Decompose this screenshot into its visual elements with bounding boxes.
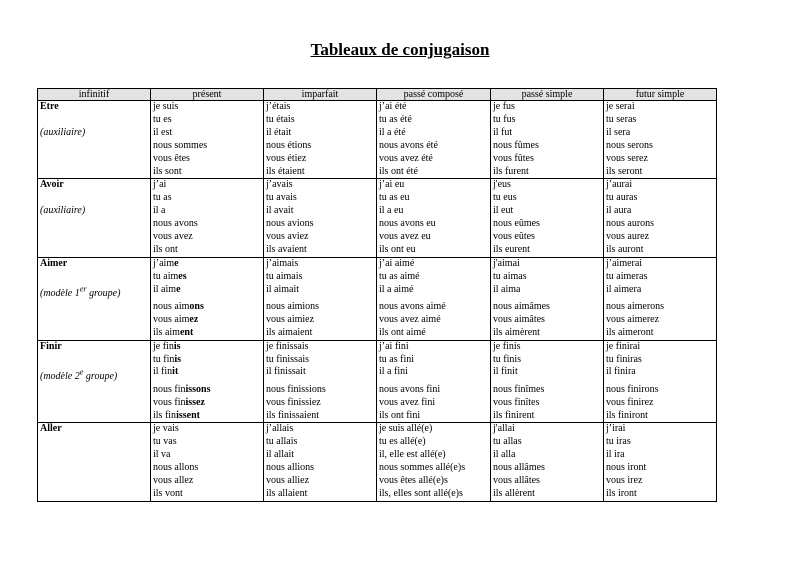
verb-ending: it — [172, 366, 179, 378]
conjugation-cell: j’étais — [264, 101, 377, 114]
conjugation-cell: il aimait — [264, 284, 377, 301]
conjugation-cell: ils avaient — [264, 244, 377, 257]
conjugation-cell: nous serons — [604, 140, 717, 153]
conjugation-cell: j’avais — [264, 179, 377, 192]
conjugation-cell: tu as fini — [377, 354, 491, 367]
conjugation-cell: tu aimeras — [604, 271, 717, 284]
verb-note: (auxiliaire) — [40, 126, 86, 138]
header-futur-simple: futur simple — [604, 89, 717, 101]
infinitive-cell — [38, 284, 151, 301]
conjugation-cell: il est — [151, 127, 264, 140]
verb-ending: e — [176, 283, 181, 295]
conjugation-cell: tu avais — [264, 192, 377, 205]
infinitive-cell — [38, 271, 151, 284]
verb-infinitive: Avoir — [40, 179, 64, 191]
table-row — [38, 284, 717, 301]
conjugation-cell: vous avez aimé — [377, 314, 491, 327]
conjugation-cell: il aura — [604, 205, 717, 218]
table-row — [38, 231, 717, 244]
conjugation-cell: j’ai fini — [377, 340, 491, 353]
conjugation-cell: vous eûtes — [491, 231, 604, 244]
verb-ending: ent — [179, 326, 194, 338]
conjugation-cell: tu vas — [151, 436, 264, 449]
table-row — [38, 114, 717, 127]
conjugation-cell: nous avons eu — [377, 218, 491, 231]
conjugation-cell: vous avez fini — [377, 397, 491, 410]
infinitive-cell — [38, 301, 151, 314]
table-row — [38, 153, 717, 166]
conjugation-cell: nous sommes — [151, 140, 264, 153]
conjugation-cell: il eut — [491, 205, 604, 218]
conjugation-cell: il a aimé — [377, 284, 491, 301]
conjugation-cell: il a eu — [377, 205, 491, 218]
table-row — [38, 166, 717, 179]
header-imparfait: imparfait — [264, 89, 377, 101]
conjugation-cell: ils seront — [604, 166, 717, 179]
conjugation-cell: vous aviez — [264, 231, 377, 244]
conjugation-cell: il aimera — [604, 284, 717, 301]
infinitive-cell — [38, 384, 151, 397]
conjugation-cell: tu as — [151, 192, 264, 205]
conjugation-cell: j’ai aimé — [377, 257, 491, 270]
conjugation-cell: j’irai — [604, 423, 717, 436]
verb-ending: is — [173, 340, 181, 352]
infinitive-cell — [38, 218, 151, 231]
conjugation-cell: nous étions — [264, 140, 377, 153]
conjugation-table — [37, 88, 717, 502]
conjugation-cell: ils finiront — [604, 410, 717, 423]
conjugation-cell: vous étiez — [264, 153, 377, 166]
conjugation-cell: ils eurent — [491, 244, 604, 257]
conjugation-cell: il était — [264, 127, 377, 140]
conjugation-cell: vous finîtes — [491, 397, 604, 410]
table-row — [38, 475, 717, 488]
conjugation-cell: nous avons aimé — [377, 301, 491, 314]
conjugation-cell: tu finis — [491, 354, 604, 367]
conjugation-cell: vous serez — [604, 153, 717, 166]
header-present: présent — [151, 89, 264, 101]
conjugation-cell: ils iront — [604, 488, 717, 501]
verb-infinitive: Finir — [40, 340, 62, 352]
infinitive-cell — [38, 436, 151, 449]
conjugation-cell: j’ai eu — [377, 179, 491, 192]
verb-ending: es — [178, 270, 187, 282]
conjugation-cell: il va — [151, 449, 264, 462]
infinitive-cell — [38, 101, 151, 114]
conjugation-cell: ils furent — [491, 166, 604, 179]
infinitive-cell — [38, 166, 151, 179]
table-row — [38, 410, 717, 423]
conjugation-cell: je finis — [491, 340, 604, 353]
conjugation-cell: nous aimâmes — [491, 301, 604, 314]
conjugation-cell: tu seras — [604, 114, 717, 127]
conjugation-cell: tu allais — [264, 436, 377, 449]
conjugation-cell: nous sommes allé(e)s — [377, 462, 491, 475]
conjugation-cell: vous irez — [604, 475, 717, 488]
conjugation-cell: je serai — [604, 101, 717, 114]
verb-infinitive: Etre — [40, 101, 59, 112]
conjugation-cell: il fut — [491, 127, 604, 140]
verb-ending: issons — [185, 383, 211, 395]
conjugation-cell: vous avez été — [377, 153, 491, 166]
conjugation-cell: nous aimerons — [604, 301, 717, 314]
verb-note: (auxiliaire) — [40, 205, 86, 217]
conjugation-cell: il finissait — [264, 366, 377, 383]
conjugation-cell: nous avons été — [377, 140, 491, 153]
infinitive-cell — [38, 231, 151, 244]
conjugation-cell: vous alliez — [264, 475, 377, 488]
conjugation-cell: nous finirons — [604, 384, 717, 397]
conjugation-cell: il sera — [604, 127, 717, 140]
conjugation-cell: vous êtes allé(e)s — [377, 475, 491, 488]
conjugation-cell: nous allons — [151, 462, 264, 475]
conjugation-cell: il alla — [491, 449, 604, 462]
verb-infinitive: Aimer — [40, 257, 68, 269]
verb-ending: ez — [189, 313, 199, 325]
conjugation-cell: tu fus — [491, 114, 604, 127]
infinitive-cell — [38, 423, 151, 436]
conjugation-cell: nous allâmes — [491, 462, 604, 475]
conjugation-cell: ils aimeront — [604, 327, 717, 340]
table-row — [38, 340, 717, 353]
conjugation-cell: je suis allé(e) — [377, 423, 491, 436]
verb-note-sup: e — [79, 367, 84, 377]
conjugation-cell: ils auront — [604, 244, 717, 257]
conjugation-cell: il allait — [264, 449, 377, 462]
table-row — [38, 257, 717, 270]
conjugation-cell: il aime — [151, 284, 264, 301]
conjugation-cell: vous allâtes — [491, 475, 604, 488]
conjugation-cell: nous allions — [264, 462, 377, 475]
table-row — [38, 179, 717, 192]
verb-note: (modèle 2e groupe) — [40, 367, 118, 382]
conjugation-cell: j’ai été — [377, 101, 491, 114]
conjugation-cell: vous finissez — [151, 397, 264, 410]
conjugation-cell: vous finissiez — [264, 397, 377, 410]
conjugation-cell: vous avez eu — [377, 231, 491, 244]
conjugation-cell: j’allais — [264, 423, 377, 436]
verb-ending: e — [174, 257, 179, 269]
conjugation-cell: tu as eu — [377, 192, 491, 205]
conjugation-cell: ils aiment — [151, 327, 264, 340]
conjugation-cell: ils allaient — [264, 488, 377, 501]
table-row — [38, 205, 717, 218]
conjugation-cell: ils ont — [151, 244, 264, 257]
infinitive-cell — [38, 488, 151, 501]
conjugation-cell: il a été — [377, 127, 491, 140]
infinitive-cell — [38, 140, 151, 153]
verb-ending: is — [174, 353, 182, 365]
conjugation-cell: ils aimèrent — [491, 327, 604, 340]
infinitive-cell — [38, 127, 151, 140]
conjugation-cell: tu auras — [604, 192, 717, 205]
infinitive-cell — [38, 153, 151, 166]
conjugation-cell: tu as été — [377, 114, 491, 127]
conjugation-cell: ils finissent — [151, 410, 264, 423]
conjugation-cell: il a — [151, 205, 264, 218]
infinitive-cell — [38, 462, 151, 475]
conjugation-cell: vous aimiez — [264, 314, 377, 327]
infinitive-cell — [38, 366, 151, 383]
conjugation-cell: nous fûmes — [491, 140, 604, 153]
conjugation-cell: nous avons fini — [377, 384, 491, 397]
table-row — [38, 354, 717, 367]
conjugation-cell: nous aimons — [151, 301, 264, 314]
conjugation-cell: nous avons — [151, 218, 264, 231]
conjugation-cell: tu finissais — [264, 354, 377, 367]
conjugation-cell: nous iront — [604, 462, 717, 475]
header-infinitif: infinitif — [38, 89, 151, 101]
conjugation-cell: ils ont été — [377, 166, 491, 179]
conjugation-cell: j’aurai — [604, 179, 717, 192]
infinitive-cell — [38, 179, 151, 192]
conjugation-cell: ils finissaient — [264, 410, 377, 423]
conjugation-cell: vous avez — [151, 231, 264, 244]
conjugation-cell: ils finirent — [491, 410, 604, 423]
conjugation-cell: vous aimerez — [604, 314, 717, 327]
infinitive-cell — [38, 244, 151, 257]
conjugation-cell: il finira — [604, 366, 717, 383]
conjugation-cell: vous aimez — [151, 314, 264, 327]
table-row — [38, 423, 717, 436]
conjugation-cell: tu es allé(e) — [377, 436, 491, 449]
infinitive-cell — [38, 114, 151, 127]
table-row — [38, 127, 717, 140]
table-row — [38, 436, 717, 449]
conjugation-cell: il avait — [264, 205, 377, 218]
conjugation-cell: tu aimais — [264, 271, 377, 284]
conjugation-cell: tu finis — [151, 354, 264, 367]
conjugation-cell: nous finissons — [151, 384, 264, 397]
page-title: Tableaux de conjugaison — [310, 40, 490, 59]
infinitive-cell — [38, 340, 151, 353]
table-row — [38, 397, 717, 410]
infinitive-cell — [38, 192, 151, 205]
conjugation-cell: j'allai — [491, 423, 604, 436]
table-body — [38, 101, 717, 502]
conjugation-cell: nous finissions — [264, 384, 377, 397]
conjugation-cell: vous aimâtes — [491, 314, 604, 327]
header-row — [38, 89, 717, 101]
conjugation-cell: nous aurons — [604, 218, 717, 231]
table-row — [38, 327, 717, 340]
conjugation-cell: tu allas — [491, 436, 604, 449]
infinitive-cell — [38, 410, 151, 423]
conjugation-cell: tu étais — [264, 114, 377, 127]
table-row — [38, 101, 717, 114]
conjugation-cell: j’ai — [151, 179, 264, 192]
conjugation-cell: nous aimions — [264, 301, 377, 314]
infinitive-cell — [38, 449, 151, 462]
conjugation-cell: vous fûtes — [491, 153, 604, 166]
infinitive-cell — [38, 257, 151, 270]
conjugation-cell: vous aurez — [604, 231, 717, 244]
infinitive-cell — [38, 205, 151, 218]
conjugation-cell: vous finirez — [604, 397, 717, 410]
conjugation-cell: je finis — [151, 340, 264, 353]
infinitive-cell — [38, 327, 151, 340]
conjugation-cell: il, elle est allé(e) — [377, 449, 491, 462]
conjugation-cell: tu aimes — [151, 271, 264, 284]
conjugation-cell: ils ont fini — [377, 410, 491, 423]
conjugation-cell: il finit — [491, 366, 604, 383]
conjugation-cell: j'eus — [491, 179, 604, 192]
conjugation-cell: je finirai — [604, 340, 717, 353]
conjugation-cell: ils ont aimé — [377, 327, 491, 340]
verb-note-sup: er — [79, 284, 87, 294]
conjugation-cell: tu es — [151, 114, 264, 127]
conjugation-cell: j’aime — [151, 257, 264, 270]
conjugation-cell: vous êtes — [151, 153, 264, 166]
conjugation-cell: nous finîmes — [491, 384, 604, 397]
table-row — [38, 301, 717, 314]
conjugation-cell: j'aimai — [491, 257, 604, 270]
conjugation-cell: j’aimerai — [604, 257, 717, 270]
table-row — [38, 314, 717, 327]
table-row — [38, 366, 717, 383]
table-row — [38, 218, 717, 231]
table-row — [38, 488, 717, 501]
table-row — [38, 140, 717, 153]
conjugation-cell: je finissais — [264, 340, 377, 353]
table-row — [38, 244, 717, 257]
conjugation-cell: nous avions — [264, 218, 377, 231]
table-row — [38, 462, 717, 475]
conjugation-cell: ils sont — [151, 166, 264, 179]
verb-note: (modèle 1er groupe) — [40, 284, 121, 300]
conjugation-cell: ils allèrent — [491, 488, 604, 501]
header-passe-simple: passé simple — [491, 89, 604, 101]
conjugation-cell: il finit — [151, 366, 264, 383]
verb-ending: ons — [189, 300, 204, 312]
verb-ending: issez — [185, 396, 205, 408]
header-passe-compose: passé composé — [377, 89, 491, 101]
verb-ending: issent — [176, 409, 200, 421]
table-row — [38, 449, 717, 462]
conjugation-cell: je fus — [491, 101, 604, 114]
conjugation-cell: ils étaient — [264, 166, 377, 179]
infinitive-cell — [38, 314, 151, 327]
conjugation-cell: tu iras — [604, 436, 717, 449]
table-row — [38, 271, 717, 284]
table-row — [38, 384, 717, 397]
conjugation-cell: j’aimais — [264, 257, 377, 270]
table-row — [38, 192, 717, 205]
conjugation-cell: il a fini — [377, 366, 491, 383]
conjugation-cell: ils vont — [151, 488, 264, 501]
infinitive-cell — [38, 397, 151, 410]
conjugation-cell: nous eûmes — [491, 218, 604, 231]
infinitive-cell — [38, 354, 151, 367]
conjugation-cell: il ira — [604, 449, 717, 462]
conjugation-cell: tu eus — [491, 192, 604, 205]
conjugation-cell: il aima — [491, 284, 604, 301]
conjugation-cell: je vais — [151, 423, 264, 436]
conjugation-cell: ils, elles sont allé(e)s — [377, 488, 491, 501]
conjugation-cell: ils ont eu — [377, 244, 491, 257]
conjugation-cell: ils aimaient — [264, 327, 377, 340]
verb-infinitive: Aller — [40, 423, 62, 435]
conjugation-cell: vous allez — [151, 475, 264, 488]
conjugation-cell: tu finiras — [604, 354, 717, 367]
infinitive-cell — [38, 475, 151, 488]
conjugation-cell: je suis — [151, 101, 264, 114]
conjugation-cell: tu aimas — [491, 271, 604, 284]
conjugation-cell: tu as aimé — [377, 271, 491, 284]
